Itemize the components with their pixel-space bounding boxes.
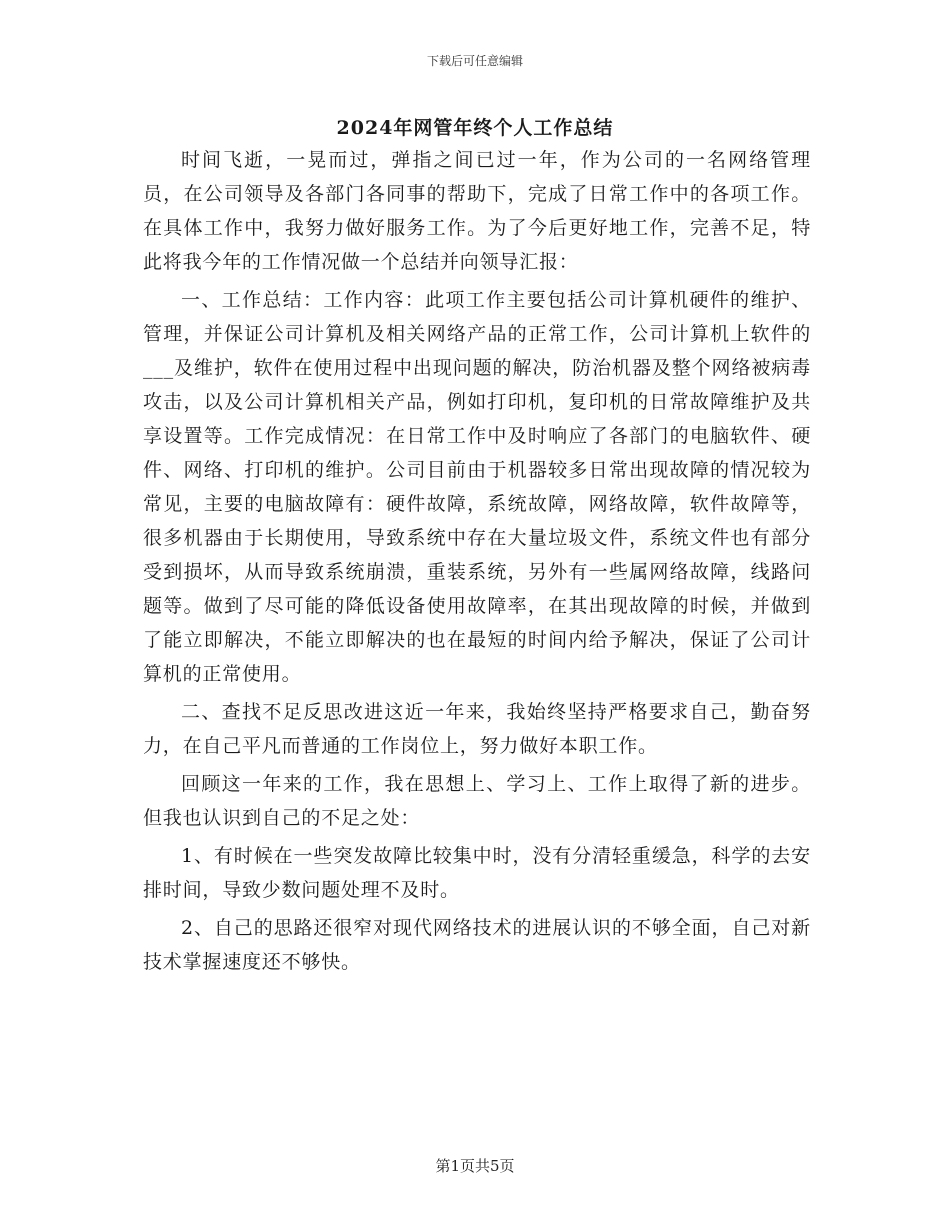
paragraph-review: 回顾这一年来的工作，我在思想上、学习上、工作上取得了新的进步。但我也认识到自己的不足之处： xyxy=(143,773,811,829)
page-footer: 第1页共5页 xyxy=(435,1157,515,1175)
paragraph-intro: 时间飞逝，一晃而过，弹指之间已过一年，作为公司的一名网络管理员，在公司领导及各部门各同事的帮助下，完成了日常工作中的各项工作。在具体工作中，我努力做好服务工作。为了今后更好地工作，完善不足，特此将我今年的工作情况做一个总结并向领导汇报： xyxy=(143,149,811,273)
document-body xyxy=(143,143,811,979)
document-title: 2024年网管年终个人工作总结 xyxy=(336,117,614,139)
paragraph-shortcomings: 二、查找不足反思改进这近一年来，我始终坚持严格要求自己，勤奋努力，在自己平凡而普通的工作岗位上，努力做好本职工作。 xyxy=(143,701,811,757)
paragraph-work-summary: 一、工作总结：工作内容：此项工作主要包括公司计算机硬件的维护、管理，并保证公司计算机及相关网络产品的正常工作，公司计算机上软件的___及维护，软件在使用过程中出现问题的解决，防治机器及整个网络被病毒攻击，以及公司计算机相关产品，例如打印机，复印机的日常故障维护及共享设置等。工作完成情况：在日常工作中及时响应了各部门的电脑软件、硬件、网络、打印机的维护。公司目前由于机器较多日常出现故障的情况较为常见，主要的电脑故障有：硬件故障，系统故障，网络故障，软件故障等，很多机器由于长期使用，导致系统中存在大量垃圾文件，系统文件也有部分受到损坏，从而导致系统崩溃，重装系统，另外有一些属网络故障，线路问题等。做到了尽可能的降低设备使用故障率，在其出现故障的时候，并做到了能立即解决，不能立即解决的也在最短的时间内给予解决，保证了公司计算机的正常使用。 xyxy=(143,289,811,685)
paragraph-point-2: 2、自己的思路还很窄对现代网络技术的进展认识的不够全面，自己对新技术掌握速度还不够快。 xyxy=(143,917,811,973)
header-note: 下载后可任意编辑 xyxy=(426,54,523,68)
paragraph-point-1: 1、有时候在一些突发故障比较集中时，没有分清轻重缓急，科学的去安排时间，导致少数问题处理不及时。 xyxy=(143,845,811,901)
